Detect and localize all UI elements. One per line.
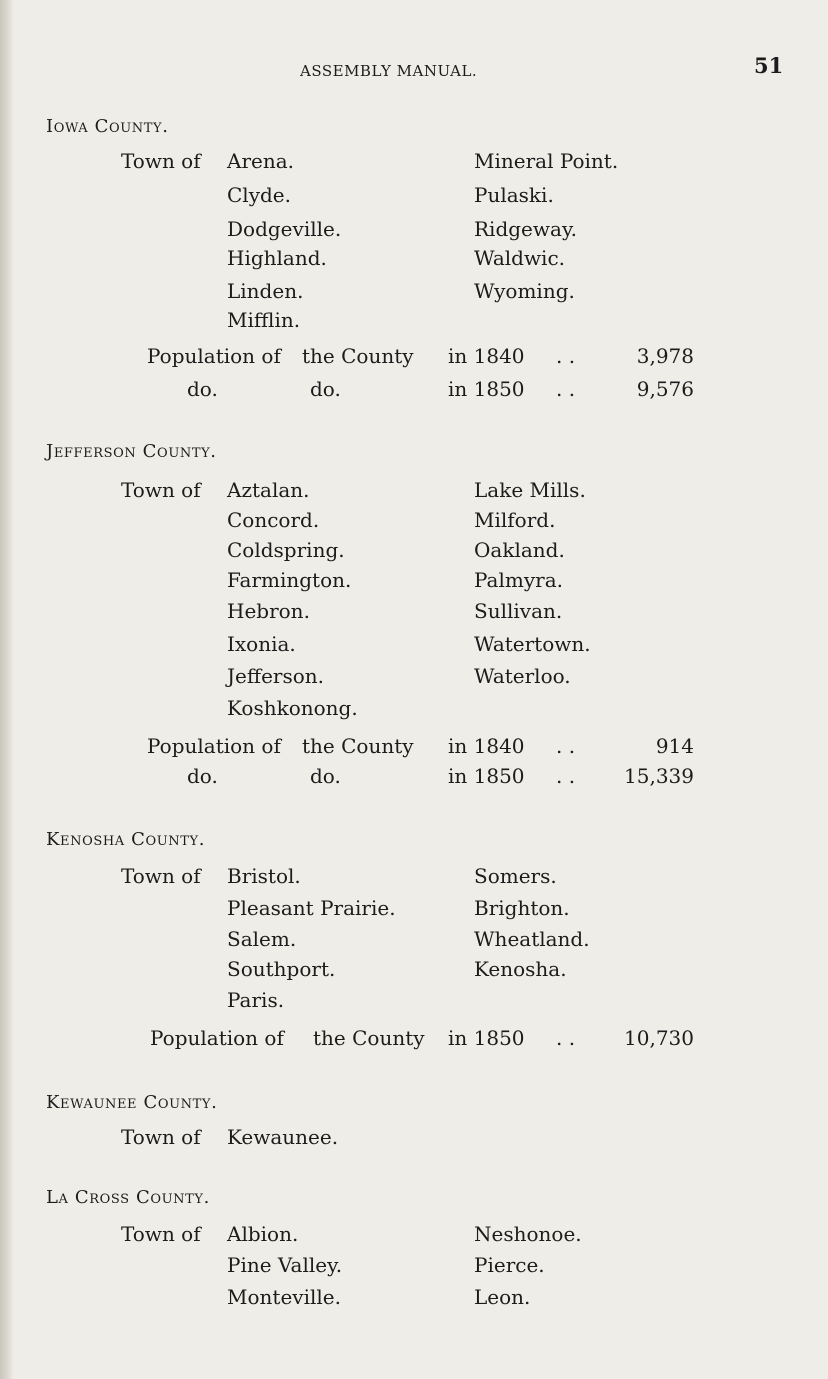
town-name: Wyoming. <box>474 279 575 303</box>
population-value: 10,730 <box>624 1026 694 1050</box>
town-prefix: Town of <box>121 864 201 888</box>
page-number: 51 <box>754 53 784 78</box>
town-prefix: Town of <box>121 478 201 502</box>
population-label: Population of <box>147 344 281 368</box>
town-name: Palmyra. <box>474 568 563 592</box>
town-name: Kenosha. <box>474 957 567 981</box>
population-year: in 1840 <box>448 734 525 758</box>
town-name: Kewaunee. <box>227 1125 339 1149</box>
town-name: Sullivan. <box>474 599 563 623</box>
town-name: Aztalan. <box>227 478 310 502</box>
population-leader: . . <box>556 1026 576 1050</box>
county-heading: La Cross County. <box>46 1187 210 1208</box>
county-heading: Kewaunee County. <box>46 1092 218 1113</box>
town-prefix: Town of <box>121 149 201 173</box>
population-label: the County <box>302 734 414 758</box>
population-year: in 1840 <box>448 344 525 368</box>
town-name: Watertown. <box>474 632 591 656</box>
county-heading: Kenosha County. <box>46 829 206 850</box>
population-label: the County <box>302 344 414 368</box>
town-name: Salem. <box>227 927 297 951</box>
population-leader: . . <box>556 734 576 758</box>
town-name: Mifflin. <box>227 308 301 332</box>
town-name: Oakland. <box>474 538 565 562</box>
population-label: do. <box>310 764 341 788</box>
town-name: Milford. <box>474 508 556 532</box>
town-name: Lake Mills. <box>474 478 586 502</box>
town-prefix: Town of <box>121 1125 201 1149</box>
town-name: Koshkonong. <box>227 696 358 720</box>
town-name: Jefferson. <box>227 664 325 688</box>
running-head: ASSEMBLY MANUAL. <box>300 62 478 80</box>
population-value: 914 <box>655 734 694 758</box>
population-value: 3,978 <box>636 344 694 368</box>
population-label: Population of <box>150 1026 284 1050</box>
town-name: Dodgeville. <box>227 217 342 241</box>
town-name: Clyde. <box>227 183 291 207</box>
town-name: Bristol. <box>227 864 301 888</box>
town-name: Highland. <box>227 246 327 270</box>
town-name: Brighton. <box>474 896 570 920</box>
population-year: in 1850 <box>448 377 525 401</box>
town-name: Pleasant Prairie. <box>227 896 396 920</box>
town-name: Ixonia. <box>227 632 296 656</box>
town-name: Pine Valley. <box>227 1253 343 1277</box>
town-name: Pulaski. <box>474 183 554 207</box>
town-name: Paris. <box>227 988 285 1012</box>
town-name: Concord. <box>227 508 320 532</box>
population-leader: . . <box>556 764 576 788</box>
town-prefix: Town of <box>121 1222 201 1246</box>
population-label: do. <box>187 377 218 401</box>
town-name: Waldwic. <box>474 246 566 270</box>
town-name: Albion. <box>227 1222 299 1246</box>
population-leader: . . <box>556 377 576 401</box>
county-heading: Jefferson County. <box>46 441 217 462</box>
town-name: Monteville. <box>227 1285 341 1309</box>
town-name: Leon. <box>474 1285 531 1309</box>
population-label: the County <box>313 1026 425 1050</box>
population-label: Population of <box>147 734 281 758</box>
town-name: Wheatland. <box>474 927 590 951</box>
county-heading: Iowa County. <box>46 116 169 137</box>
town-name: Coldspring. <box>227 538 345 562</box>
population-year: in 1850 <box>448 1026 525 1050</box>
town-name: Arena. <box>227 149 295 173</box>
population-year: in 1850 <box>448 764 525 788</box>
town-name: Mineral Point. <box>474 149 619 173</box>
town-name: Pierce. <box>474 1253 545 1277</box>
town-name: Southport. <box>227 957 336 981</box>
population-label: do. <box>187 764 218 788</box>
population-value: 15,339 <box>624 764 694 788</box>
town-name: Neshonoe. <box>474 1222 582 1246</box>
population-value: 9,576 <box>636 377 694 401</box>
town-name: Ridgeway. <box>474 217 577 241</box>
town-name: Somers. <box>474 864 557 888</box>
town-name: Linden. <box>227 279 304 303</box>
town-name: Hebron. <box>227 599 310 623</box>
town-name: Waterloo. <box>474 664 571 688</box>
population-leader: . . <box>556 344 576 368</box>
page-spine-shadow <box>0 0 14 1379</box>
population-label: do. <box>310 377 341 401</box>
town-name: Farmington. <box>227 568 352 592</box>
